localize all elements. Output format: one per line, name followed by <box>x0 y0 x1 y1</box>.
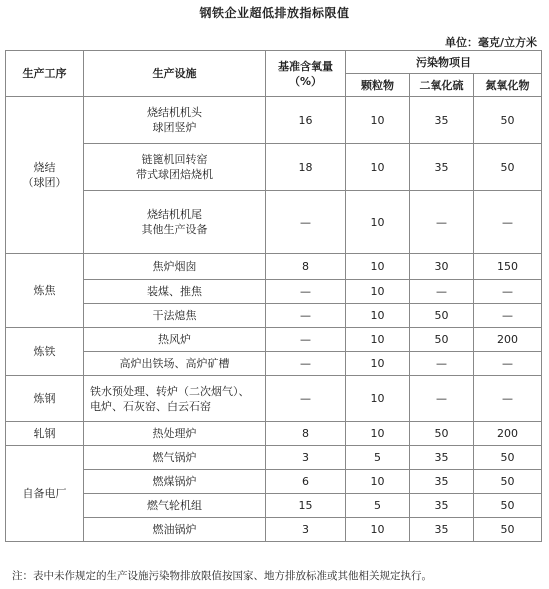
pm-cell: 10 <box>346 328 410 352</box>
process-line: 炼铁 <box>33 345 56 358</box>
nox-cell: 50 <box>474 494 542 518</box>
footnote: 注：表中未作规定的生产设施污染物排放限值按国家、地方排放标准或其他相关规定执行。 <box>12 570 432 582</box>
facility-line: 烧结机机头 <box>147 106 202 119</box>
process-cell <box>6 97 84 254</box>
facility-line: 铁水预处理、转炉（二次烟气）、 <box>90 384 250 398</box>
process-line: 炼钢 <box>33 392 56 405</box>
facility-cell <box>84 518 266 542</box>
nox-cell: 50 <box>474 97 542 144</box>
facility-cell <box>84 446 266 470</box>
facility-cell <box>84 328 266 352</box>
oxygen-cell: — <box>266 352 346 376</box>
header-pm: 颗粒物 <box>346 74 410 97</box>
oxygen-cell: — <box>266 191 346 254</box>
facility-line: 带式球团焙烧机 <box>136 168 213 181</box>
nox-cell: 50 <box>474 470 542 494</box>
facility-cell <box>84 254 266 280</box>
so2-cell: 35 <box>410 470 474 494</box>
oxygen-cell: 16 <box>266 97 346 144</box>
table-body <box>6 97 542 542</box>
facility-line: 燃气锅炉 <box>152 451 197 464</box>
facility-cell <box>84 191 266 254</box>
nox-cell: — <box>474 352 542 376</box>
so2-cell: 35 <box>410 494 474 518</box>
nox-cell: — <box>474 191 542 254</box>
facility-cell <box>84 280 266 304</box>
so2-cell: 50 <box>410 328 474 352</box>
facility-line: 球团竖炉 <box>152 121 197 134</box>
nox-cell: 50 <box>474 446 542 470</box>
pm-cell: 10 <box>346 97 410 144</box>
header-oxygen <box>266 51 346 97</box>
so2-cell: — <box>410 376 474 422</box>
process-line: 炼焦 <box>33 284 56 297</box>
oxygen-cell: 6 <box>266 470 346 494</box>
facility-line: 链篦机回转窑 <box>141 153 208 166</box>
process-line: 烧结 <box>33 161 56 174</box>
facility-line: 高炉出铁场、高炉矿槽 <box>119 357 230 370</box>
pm-cell: 5 <box>346 494 410 518</box>
so2-cell: — <box>410 280 474 304</box>
pm-cell: 10 <box>346 470 410 494</box>
process-line: 自备电厂 <box>22 487 67 500</box>
oxygen-cell: 8 <box>266 422 346 446</box>
nox-cell: — <box>474 376 542 422</box>
oxygen-cell: 8 <box>266 254 346 280</box>
header-facility: 生产设施 <box>84 51 266 97</box>
facility-line: 热风炉 <box>158 333 191 346</box>
table-row <box>6 254 542 280</box>
facility-line: 热处理炉 <box>152 427 197 440</box>
facility-line: 焦炉烟囱 <box>152 260 197 273</box>
nox-cell: 200 <box>474 328 542 352</box>
table-row <box>6 144 542 191</box>
table-row <box>6 352 542 376</box>
facility-line: 燃气轮机组 <box>147 499 202 512</box>
header-nox: 氮氧化物 <box>474 74 542 97</box>
oxygen-cell: — <box>266 376 346 422</box>
nox-cell: — <box>474 304 542 328</box>
table-row <box>6 446 542 470</box>
table-row <box>6 470 542 494</box>
process-line: （球团） <box>22 176 67 189</box>
table-row <box>6 280 542 304</box>
header-so2: 二氧化硫 <box>410 74 474 97</box>
table-row <box>6 376 542 422</box>
pm-cell: 10 <box>346 422 410 446</box>
pm-cell: 5 <box>346 446 410 470</box>
oxygen-cell: 15 <box>266 494 346 518</box>
process-line: 轧钢 <box>33 427 56 440</box>
pm-cell: 10 <box>346 352 410 376</box>
pm-cell: 10 <box>346 144 410 191</box>
table-row <box>6 191 542 254</box>
facility-line: 燃油锅炉 <box>152 523 197 536</box>
pm-cell: 10 <box>346 191 410 254</box>
facility-line: 燃煤锅炉 <box>152 475 197 488</box>
header-pollutants: 污染物项目 <box>346 51 542 74</box>
pm-cell: 10 <box>346 518 410 542</box>
pm-cell: 10 <box>346 304 410 328</box>
nox-cell: — <box>474 280 542 304</box>
table-row <box>6 304 542 328</box>
nox-cell: 50 <box>474 518 542 542</box>
facility-cell <box>84 352 266 376</box>
facility-cell <box>84 422 266 446</box>
facility-line: 烧结机机尾 <box>147 208 202 221</box>
table-row <box>6 422 542 446</box>
process-cell <box>6 328 84 376</box>
table-row <box>6 494 542 518</box>
table-row <box>6 328 542 352</box>
emission-limits-table <box>5 50 542 542</box>
facility-line: 装煤、推焦 <box>147 285 202 298</box>
so2-cell: 35 <box>410 97 474 144</box>
facility-line: 干法熄焦 <box>152 309 197 322</box>
header-process: 生产工序 <box>6 51 84 97</box>
page-title: 钢铁企业超低排放指标限值 <box>199 6 350 20</box>
facility-line: 电炉、石灰窑、白云石窑 <box>90 399 211 413</box>
facility-cell <box>84 304 266 328</box>
facility-cell <box>84 494 266 518</box>
so2-cell: 35 <box>410 518 474 542</box>
so2-cell: 50 <box>410 422 474 446</box>
so2-cell: — <box>410 191 474 254</box>
pm-cell: 10 <box>346 280 410 304</box>
process-cell <box>6 422 84 446</box>
pm-cell: 10 <box>346 254 410 280</box>
oxygen-cell: — <box>266 328 346 352</box>
nox-cell: 200 <box>474 422 542 446</box>
process-cell <box>6 446 84 542</box>
facility-cell <box>84 144 266 191</box>
facility-cell <box>84 470 266 494</box>
facility-cell <box>84 376 266 422</box>
so2-cell: 50 <box>410 304 474 328</box>
so2-cell: 30 <box>410 254 474 280</box>
facility-cell <box>84 97 266 144</box>
table-row <box>6 97 542 144</box>
oxygen-cell: — <box>266 280 346 304</box>
so2-cell: 35 <box>410 446 474 470</box>
nox-cell: 150 <box>474 254 542 280</box>
process-cell <box>6 254 84 328</box>
table-row <box>6 518 542 542</box>
oxygen-cell: 18 <box>266 144 346 191</box>
pm-cell: 10 <box>346 376 410 422</box>
header-oxygen-line1: 基准含氧量 <box>278 59 333 73</box>
facility-line: 其他生产设备 <box>141 223 208 236</box>
oxygen-cell: — <box>266 304 346 328</box>
nox-cell: 50 <box>474 144 542 191</box>
so2-cell: 35 <box>410 144 474 191</box>
process-cell <box>6 376 84 422</box>
so2-cell: — <box>410 352 474 376</box>
oxygen-cell: 3 <box>266 446 346 470</box>
header-oxygen-line2: （%） <box>288 74 323 88</box>
unit-label: 单位：毫克/立方米 <box>444 36 537 49</box>
oxygen-cell: 3 <box>266 518 346 542</box>
